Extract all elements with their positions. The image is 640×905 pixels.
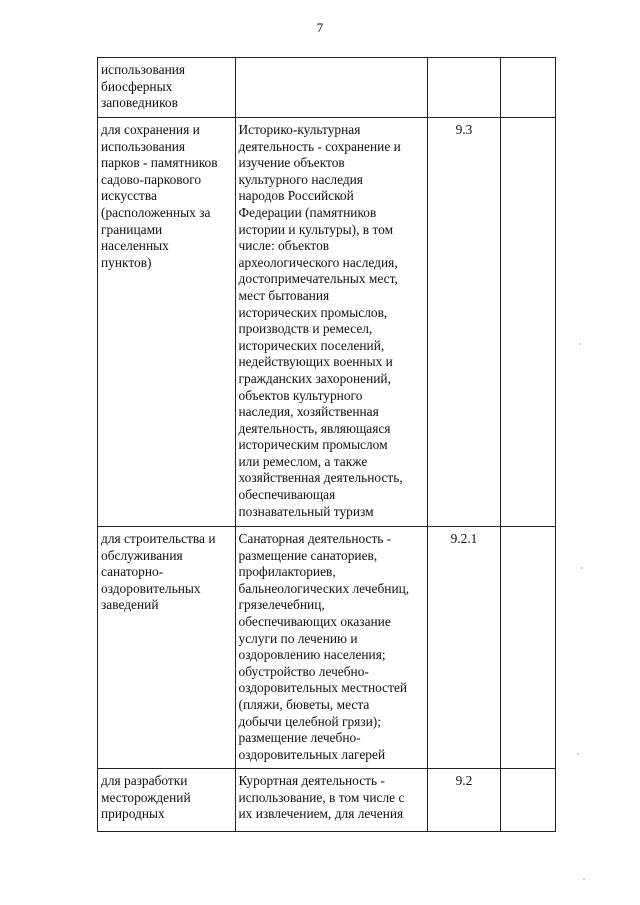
land-use-table	[97, 57, 556, 832]
table-row	[98, 769, 556, 832]
scan-speck	[577, 753, 579, 755]
extra-cell	[501, 769, 556, 832]
code-cell	[427, 58, 501, 118]
extra-cell	[501, 527, 556, 769]
extra-cell	[501, 58, 556, 118]
purpose-cell: для сохранения и использования парков - памятников садово-паркового искусства (расположенных за границами населенных пунктов)	[98, 118, 236, 527]
purpose-cell: использования биосферных заповедников	[98, 58, 236, 118]
table-row	[98, 527, 556, 769]
page-number: 7	[316, 20, 324, 35]
scan-speck	[583, 878, 585, 880]
purpose-cell: для разработки месторождений природных	[98, 769, 236, 832]
code-cell: 9.2	[427, 769, 501, 832]
extra-cell	[501, 118, 556, 527]
description-cell: Историко-культурная деятельность - сохранение и изучение объектов культурного наследия народов Российской Федерации (памятников истории и культуры), в том числе: объектов археологического наследия, достопримечательных мест, мест бытования исторических промыслов, производств и ремесел, исторических поселений, недействующих военных и гражданских захоронений, объектов культурного наследия, хозяйственная деятельность, являющаяся историческим промыслом или ремеслом, а также хозяйственная деятельность, обеспечивающая познавательный туризм	[235, 118, 427, 527]
description-cell: Курортная деятельность - использование, в том числе с их извлечением, для лечения	[235, 769, 427, 832]
scan-speck	[581, 567, 583, 569]
code-cell: 9.2.1	[427, 527, 501, 769]
code-cell: 9.3	[427, 118, 501, 527]
purpose-cell: для строительства и обслуживания санаторно- оздоровительных заведений	[98, 527, 236, 769]
table-row	[98, 118, 556, 527]
description-cell: Санаторная деятельность - размещение санаториев, профилакториев, бальнеологических лечебниц, грязелечебниц, обеспечивающих оказание услуги по лечению и оздоровлению населения; обустройство лечебно- оздоровительных местностей (пляжи, бюветы, места добычи целебной грязи); размещение лечебно- оздоровительных лагерей	[235, 527, 427, 769]
description-cell	[235, 58, 427, 118]
scan-speck	[579, 343, 581, 345]
table-row	[98, 58, 556, 118]
